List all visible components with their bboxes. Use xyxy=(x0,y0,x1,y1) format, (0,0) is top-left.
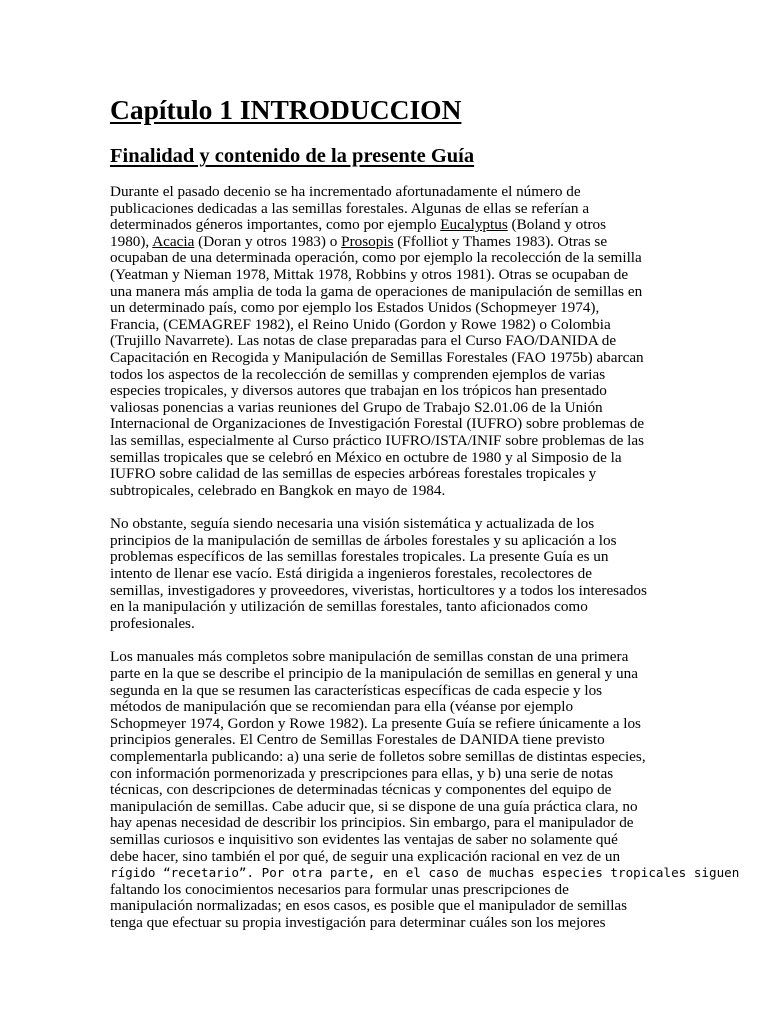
text-line xyxy=(110,749,658,766)
line-text: profesionales. xyxy=(110,614,195,632)
line-text: (Trujillo Navarrete). Las notas de clase preparadas para el Curso FAO/DANIDA de xyxy=(110,332,617,350)
document-page xyxy=(110,94,740,932)
line-text: semillas curiosos e inquisitivo son evidentes las ventajas de saber no solamente qué xyxy=(110,830,618,848)
line-text: complementarla publicando: a) una serie de folletos sobre semillas de distintas especies, xyxy=(110,748,646,765)
body-text xyxy=(110,183,740,932)
text-line xyxy=(110,898,658,915)
text-line xyxy=(110,699,658,716)
text-line xyxy=(110,267,658,284)
line-text: valiosas ponencias a varias reuniones del Grupo de Trabajo S2.01.06 de la Unión xyxy=(110,398,603,416)
line-text: en la manipulación y utilización de semillas forestales, tanto aficionados como xyxy=(110,598,588,616)
line-text: ocupaban de una determinada operación, como por ejemplo la recolección de la semilla xyxy=(110,249,642,267)
line-text: segunda en la que se resumen las características específicas de cada especie y los xyxy=(110,681,603,699)
line-text: principios de la manipulación de semillas de árboles forestales y su aplicación a los xyxy=(110,531,617,549)
text-line xyxy=(110,350,658,367)
line-text: Los manuales más completos sobre manipulación de semillas constan de una primera xyxy=(110,648,629,666)
line-text: manipulación de semillas. Cabe aducir que, si se dispone de una guía práctica clara, no xyxy=(110,797,638,815)
text-line xyxy=(110,250,658,267)
line-text: Francia, (CEMAGREF 1982), el Reino Unido (Gordon y Rowe 1982) o Colombia xyxy=(110,315,611,333)
line-text: faltando los conocimientos necesarios para formular unas prescripciones de xyxy=(110,880,569,898)
line-text: (Ffolliot y Thames 1983). Otras se xyxy=(393,232,608,250)
line-text: publicaciones dedicadas a las semillas forestales. Algunas de ellas se referían a xyxy=(110,199,590,217)
text-line xyxy=(110,583,658,600)
body-paragraph xyxy=(110,184,658,499)
line-text: semillas tropicales que se celebró en México en octubre de 1980 y al Simposio de la xyxy=(110,448,622,466)
text-line xyxy=(110,317,658,334)
text-line xyxy=(110,367,658,384)
line-text: No obstante, seguía siendo necesaria una visión sistemática y actualizada de los xyxy=(110,515,595,533)
text-line xyxy=(110,433,658,450)
genus-name: Eucalyptus xyxy=(440,216,508,234)
line-text: un determinado país, como por ejemplo los Estados Unidos (Schopmeyer 1974), xyxy=(110,299,600,317)
line-text: Durante el pasado decenio se ha incrementado afortunadamente el número de xyxy=(110,183,581,200)
line-text: con información pormenorizada y prescripciones para ellas, y b) una serie de notas xyxy=(110,764,614,782)
text-line xyxy=(110,533,658,550)
line-text: IUFRO sobre calidad de las semillas de especies arbóreas forestales tropicales y xyxy=(110,465,597,483)
text-line xyxy=(110,716,658,733)
text-line xyxy=(110,483,658,500)
line-text: hay apenas necesidad de describir los principios. Sin embargo, para el manipulador de xyxy=(110,814,634,832)
line-text: Schopmeyer 1974, Gordon y Rowe 1982). La presente Guía se refiere únicamente a los xyxy=(110,714,641,732)
body-paragraph xyxy=(110,648,740,931)
text-line xyxy=(110,549,658,566)
line-text: (Yeatman y Nieman 1978, Mittak 1978, Robbins y otros 1981). Otras se ocupaban de xyxy=(110,265,629,283)
text-line xyxy=(110,284,658,301)
line-text: manipulación normalizadas; en esos casos, es posible que el manipulador de semillas xyxy=(110,897,628,915)
line-text: (Boland y otros xyxy=(507,216,607,234)
text-line xyxy=(110,683,658,700)
line-text: técnicas, con descripciones de determinadas técnicas y componentes del equipo de xyxy=(110,781,612,799)
text-line xyxy=(110,649,658,666)
section-title: Finalidad y contenido de la presente Guía xyxy=(110,145,475,167)
text-line xyxy=(110,300,658,317)
line-text: semillas, investigadores y proveedores, viveristas, horticultores y a todos los interesados xyxy=(110,581,647,599)
text-line xyxy=(110,882,658,899)
line-text: métodos de manipulación que se recomiendan para ella (véanse por ejemplo xyxy=(110,698,574,716)
line-text: debe hacer, sino también el por qué, de seguir una explicación racional en vez de un xyxy=(110,847,621,865)
line-text: las semillas, especialmente al Curso práctico IUFRO/ISTA/INIF sobre problemas de las xyxy=(110,431,645,449)
text-line xyxy=(110,416,658,433)
text-line xyxy=(110,782,658,799)
text-line xyxy=(110,732,658,749)
text-line xyxy=(110,201,658,218)
line-text: parte en la que se describe el principio de la manipulación de semillas en general y una xyxy=(110,665,638,683)
text-line xyxy=(110,383,658,400)
text-line xyxy=(110,799,658,816)
text-line xyxy=(110,184,658,201)
line-text: especies tropicales, y diversos autores que trabajan en los trópicos han presentado xyxy=(110,382,607,400)
text-line xyxy=(110,333,658,350)
chapter-title: Capítulo 1 INTRODUCCION xyxy=(110,94,462,125)
line-text: Internacional de Organizaciones de Investigación Forestal (IUFRO) sobre problemas de xyxy=(110,415,645,433)
line-text: tenga que efectuar su propia investigación para determinar cuáles son los mejores xyxy=(110,913,606,931)
text-line xyxy=(110,566,658,583)
body-paragraph xyxy=(110,516,658,632)
text-line xyxy=(110,849,658,866)
line-text: (Doran y otros 1983) o xyxy=(194,232,342,250)
text-line xyxy=(110,815,658,832)
line-text: Capacitación en Recogida y Manipulación de Semillas Forestales (FAO 1975b) abarcan xyxy=(110,348,644,366)
text-line xyxy=(110,766,658,783)
line-text: 1980), xyxy=(110,232,153,250)
text-line xyxy=(110,217,658,234)
line-text: determinados géneros importantes, como por ejemplo xyxy=(110,216,441,234)
text-line xyxy=(110,865,740,882)
text-line xyxy=(110,400,658,417)
text-line xyxy=(110,666,658,683)
line-text: todos los aspectos de la recolección de semillas y comprenden ejemplos de varias xyxy=(110,365,606,383)
text-line xyxy=(110,450,658,467)
genus-name: Acacia xyxy=(152,232,195,250)
line-text: principios generales. El Centro de Semillas Forestales de DANIDA tiene previsto xyxy=(110,731,605,749)
text-line xyxy=(110,915,658,932)
text-line xyxy=(110,234,658,251)
genus-name: Prosopis xyxy=(341,232,394,250)
text-line xyxy=(110,516,658,533)
text-line xyxy=(110,616,658,633)
line-text: una manera más amplia de toda la gama de operaciones de manipulación de semillas en xyxy=(110,282,643,300)
text-line xyxy=(110,599,658,616)
line-text: intento de llenar ese vacío. Está dirigida a ingenieros forestales, recolectores de xyxy=(110,565,593,583)
text-line xyxy=(110,466,658,483)
line-text: subtropicales, celebrado en Bangkok en mayo de 1984. xyxy=(110,481,446,499)
text-line xyxy=(110,832,658,849)
line-text: rígido “recetario”. Por otra parte, en el caso de muchas especies tropicales siguen xyxy=(110,865,740,881)
line-text: problemas específicos de las semillas forestales tropicales. La presente Guía es un xyxy=(110,548,609,566)
